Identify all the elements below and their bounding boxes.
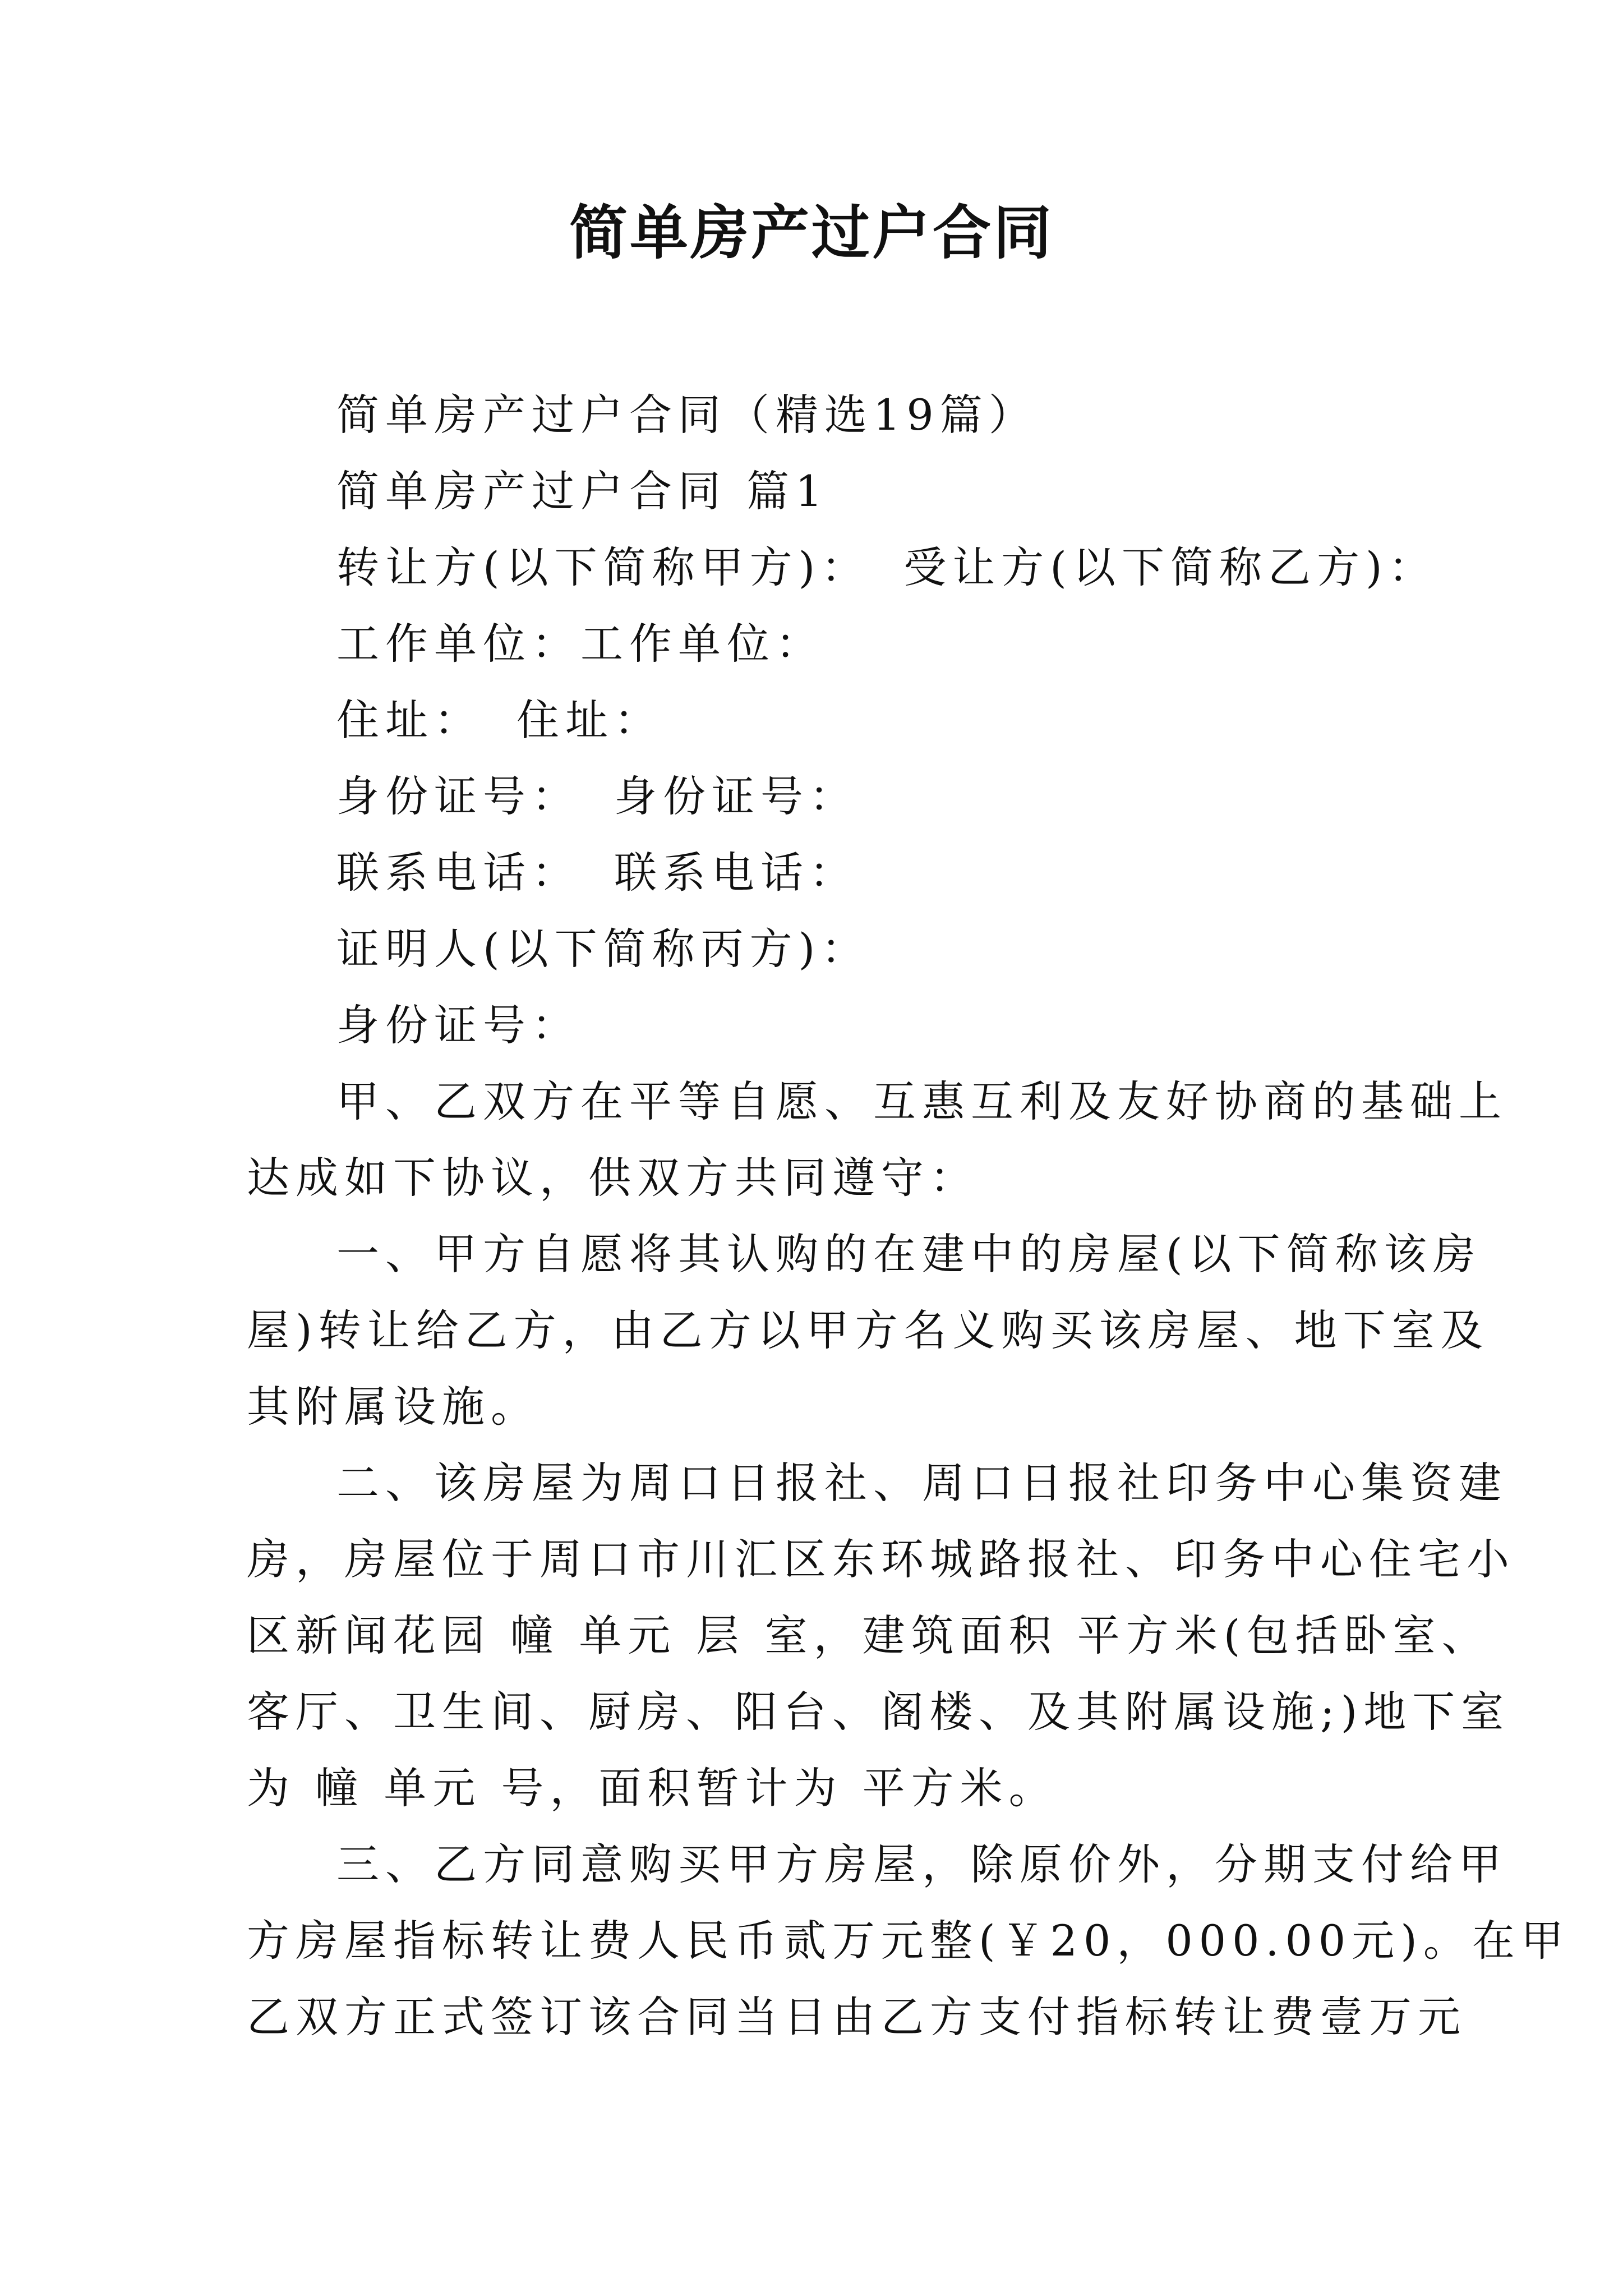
clause2-line-4: 客厅、卫生间、厨房、阳台、阁楼、及其附属设施;)地下室	[247, 1687, 1510, 1737]
parties-row	[336, 540, 1437, 596]
witness-id: 身份证号：	[336, 1000, 580, 1050]
clause2-line-5: 为 幢 单元 号，面积暂计为 平方米。	[247, 1763, 1058, 1813]
clause3-line-3: 乙双方正式签订该合同当日由乙方支付指标转让费壹万元	[247, 1992, 1467, 2042]
subtitle: 简单房产过户合同（精选19篇）	[336, 390, 1038, 440]
address-a: 住址：	[336, 695, 483, 745]
work-unit-b: 工作单位：	[580, 619, 824, 669]
transferor-label: 转让方(以下简称甲方)：	[336, 542, 870, 592]
phone-a: 联系电话：	[336, 848, 580, 898]
address-b: 住址：	[517, 695, 663, 745]
clause3-line-1: 三、乙方同意购买甲方房屋，除原价外，分期支付给甲	[336, 1839, 1507, 1889]
intro-line-2: 达成如下协议，供双方共同遵守：	[247, 1153, 979, 1203]
transferee-label: 受让方(以下简称乙方)：	[903, 542, 1437, 592]
clause2-line-3: 区新闻花园 幢 单元 层 室，建筑面积 平方米(包括卧室、	[247, 1611, 1491, 1660]
id-b: 身份证号：	[614, 771, 858, 821]
work-unit-row	[336, 616, 824, 672]
article-heading: 简单房产过户合同 篇1	[336, 466, 829, 516]
clause1-line-3: 其附属设施。	[247, 1382, 540, 1432]
clause1-line-2: 屋)转让给乙方，由乙方以甲方名义购买该房屋、地下室及	[247, 1305, 1490, 1355]
document-title: 简单房产过户合同	[569, 198, 1054, 267]
clause3-line-2: 方房屋指标转让费人民币贰万元整(￥20，000.00元)。在甲	[247, 1916, 1570, 1966]
address-row	[336, 692, 663, 748]
intro-line-1: 甲、乙双方在平等自愿、互惠互利及友好协商的基础上	[336, 1076, 1507, 1126]
id-a: 身份证号：	[336, 771, 580, 821]
witness-label: 证明人(以下简称丙方)：	[336, 924, 870, 974]
id-row	[336, 769, 858, 825]
clause2-line-1: 二、该房屋为周口日报社、周口日报社印务中心集资建	[336, 1458, 1507, 1508]
work-unit-a: 工作单位：	[336, 619, 580, 669]
phone-row	[336, 845, 858, 901]
clause2-line-2: 房，房屋位于周口市川汇区东环城路报社、印务中心住宅小	[247, 1534, 1515, 1584]
clause1-line-1: 一、甲方自愿将其认购的在建中的房屋(以下简称该房	[336, 1229, 1482, 1279]
phone-b: 联系电话：	[614, 848, 858, 898]
